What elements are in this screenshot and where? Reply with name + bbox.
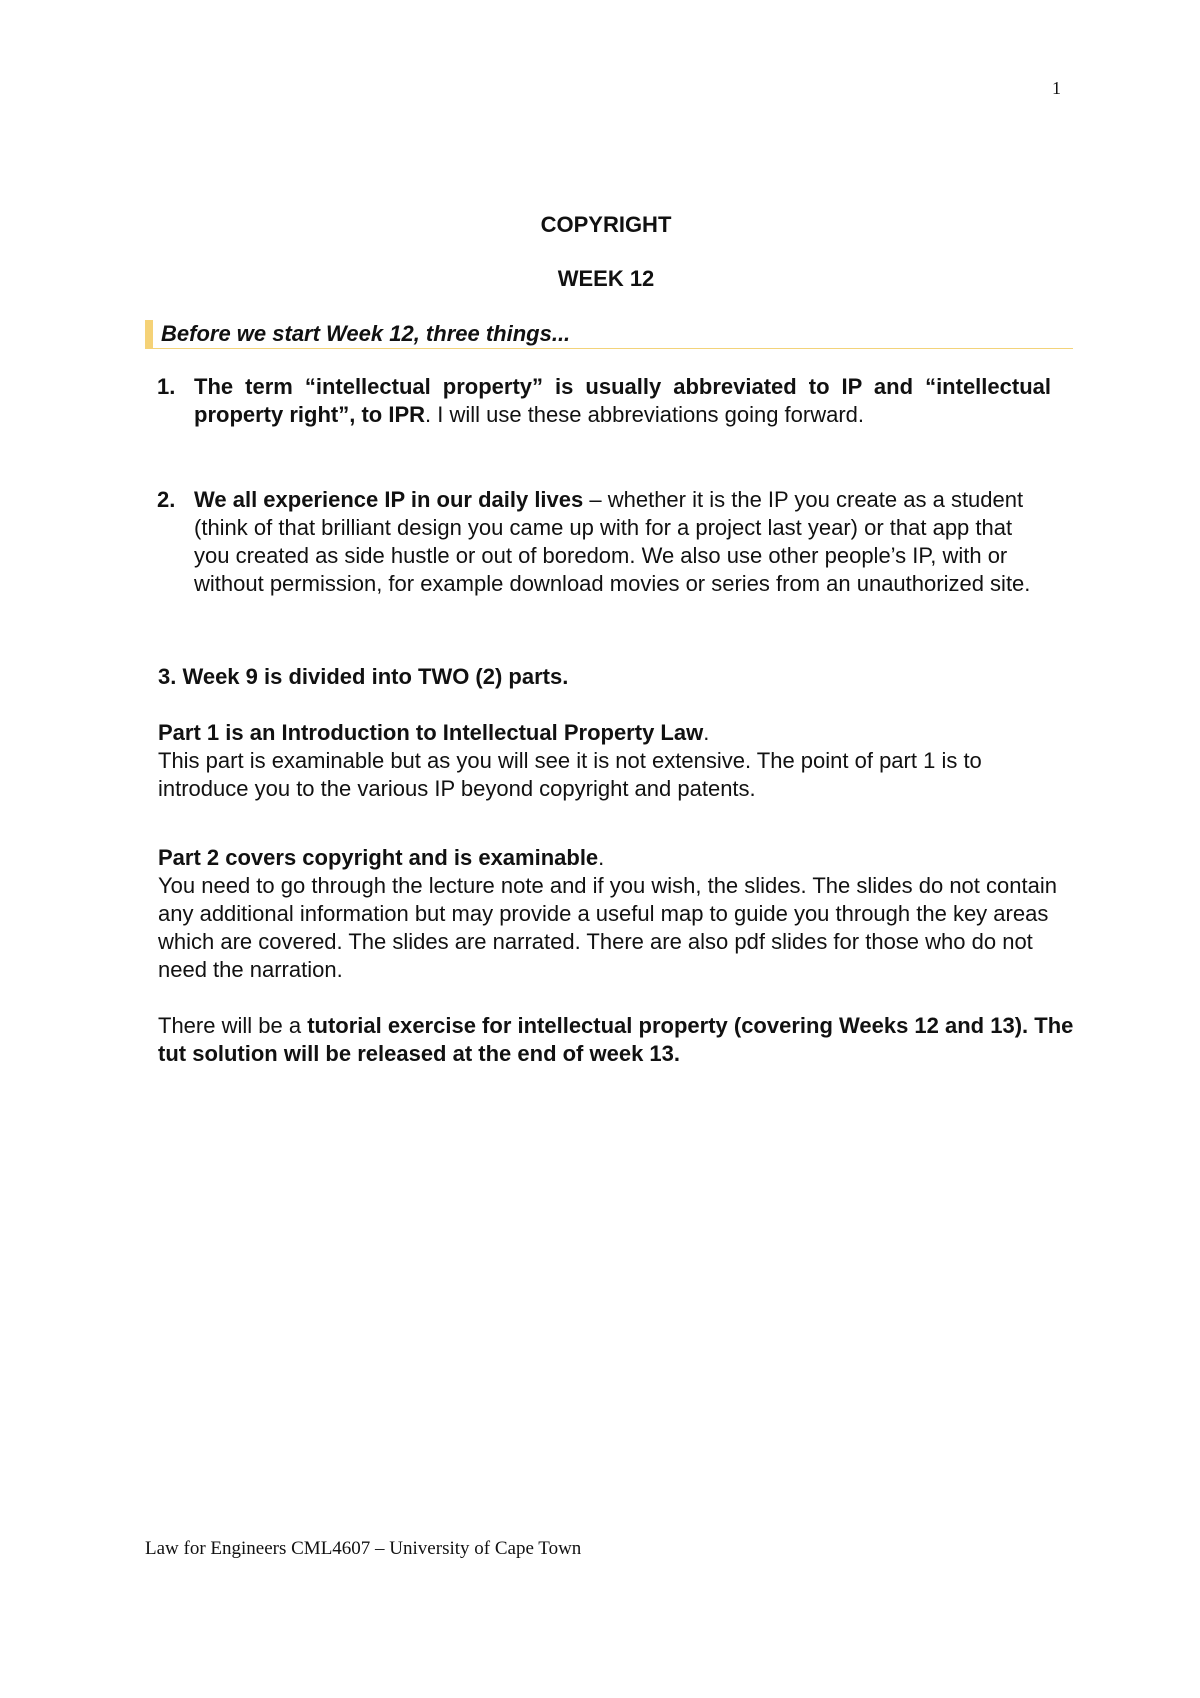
list-number-1: 1.	[157, 374, 176, 399]
callout-text: Before we start Week 12, three things...	[161, 321, 571, 346]
page-footer: Law for Engineers CML4607 – University of Cape Town	[145, 1538, 582, 1559]
list-number-2: 2.	[157, 487, 176, 512]
part1-heading-end: .	[703, 720, 710, 745]
callout-accent-bar	[145, 320, 153, 349]
document-subtitle: WEEK 12	[557, 266, 655, 291]
list-item-1-text: . I will use these abbreviations going forward.	[425, 402, 865, 427]
part1-heading: Part 1 is an Introduction to Intellectual Property Law	[158, 720, 704, 745]
page-number: 1	[1052, 78, 1061, 98]
part2-heading-end: .	[598, 845, 605, 870]
tutorial-bold: tutorial exercise for intellectual property (covering Weeks 12 and 13). The tut solution will be released at the end of week 13.	[158, 1013, 1074, 1066]
part1-body: This part is examinable but as you will see it is not extensive. The point of part 1 is to introduce you to the various IP beyond copyright and patents.	[158, 748, 982, 801]
week9-heading: 3. Week 9 is divided into TWO (2) parts.	[158, 664, 569, 689]
part1-section	[158, 719, 1078, 803]
document-title: COPYRIGHT	[540, 212, 672, 237]
list-item-2-text: – whether it is the IP you create as a student (think of that brilliant design you came up with for a project last year) or that app that you created as side hustle or out of boredom. We also use other people’s IP, with or without permission, for example download movies or series from an unauthorized site.	[194, 487, 1031, 596]
part2-section	[158, 844, 1078, 984]
tutorial-prefix: There will be a	[158, 1013, 308, 1038]
list-item-2-bold: We all experience IP in our daily lives	[194, 487, 584, 512]
list-item-2	[157, 486, 1051, 598]
part2-heading: Part 2 covers copyright and is examinable	[158, 845, 599, 870]
list-item-1	[157, 373, 1051, 429]
tutorial-paragraph	[158, 1012, 1078, 1068]
list-item-1-bold: The term “intellectual property” is usually abbreviated to IP and “intellectual property right”, to IPR	[194, 374, 1051, 427]
callout-box	[145, 320, 1073, 349]
part2-body: You need to go through the lecture note and if you wish, the slides. The slides do not contain any additional information but may provide a useful map to guide you through the key areas which are covered. The slides are narrated. There are also pdf slides for those who do not need the narration.	[158, 873, 1057, 982]
